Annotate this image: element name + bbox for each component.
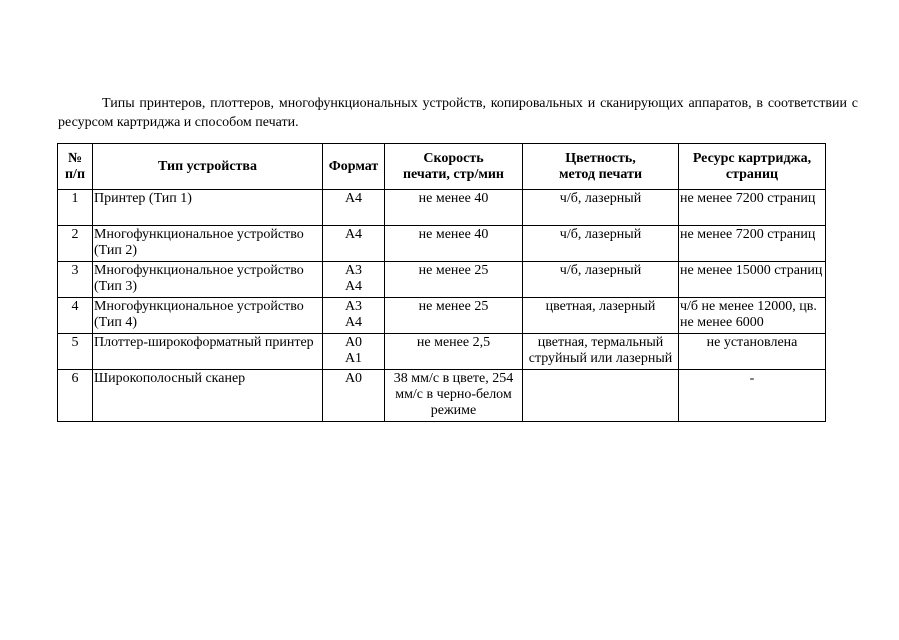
row-format: [323, 298, 385, 334]
header-speed-line1: Скорость: [423, 150, 484, 166]
row-speed: не менее 2,5: [385, 334, 523, 370]
row-color-method: цветная, термальный струйный или лазерный: [523, 334, 679, 370]
header-type: Тип устройства: [93, 144, 323, 190]
row-format: [323, 262, 385, 298]
row-device-type: Многофункциональное устройство (Тип 4): [93, 298, 323, 334]
row-device-type: Принтер (Тип 1): [93, 190, 323, 226]
header-color-line1: Цветность,: [565, 150, 636, 166]
row-speed: не менее 40: [385, 190, 523, 226]
row-format: [323, 334, 385, 370]
row-device-type: Многофункциональное устройство (Тип 2): [93, 226, 323, 262]
header-num-line1: №: [67, 150, 83, 166]
header-color-line2: метод печати: [558, 166, 643, 182]
row-format-2: А4: [344, 315, 363, 330]
intro-paragraph: Типы принтеров, плоттеров, многофункциональных устройств, копировальных и сканирующих аппаратов, в соответствии с ресурсом картриджа и способом печати.: [58, 96, 858, 130]
row-format-1: А0: [344, 371, 363, 386]
row-resource: не менее 7200 страниц: [679, 190, 826, 226]
devices-table: [57, 143, 826, 422]
row-resource: -: [679, 370, 826, 422]
row-format-1: А4: [344, 227, 363, 242]
row-color-method: [523, 370, 679, 422]
row-speed: не менее 25: [385, 262, 523, 298]
row-speed: не менее 25: [385, 298, 523, 334]
table-row: [58, 370, 826, 422]
header-resource-line2: страниц: [725, 166, 779, 182]
row-num: 4: [58, 298, 93, 334]
row-num: 1: [58, 190, 93, 226]
row-format-2: А4: [344, 279, 363, 294]
row-format-1: А3: [344, 263, 363, 278]
header-speed-line2: печати, стр/мин: [402, 166, 504, 182]
row-num: 5: [58, 334, 93, 370]
table-row: [58, 190, 826, 226]
row-format: [323, 370, 385, 422]
table-row: [58, 334, 826, 370]
header-color: [523, 144, 679, 190]
table-row: [58, 262, 826, 298]
row-color-method: ч/б, лазерный: [523, 226, 679, 262]
row-format: [323, 190, 385, 226]
header-num: [58, 144, 93, 190]
row-format-1: А4: [344, 191, 363, 206]
row-color-method: цветная, лазерный: [523, 298, 679, 334]
row-format: [323, 226, 385, 262]
table-row: [58, 298, 826, 334]
row-resource: не менее 7200 страниц: [679, 226, 826, 262]
row-device-type: Широкополосный сканер: [93, 370, 323, 422]
row-resource: ч/б не менее 12000, цв. не менее 6000: [679, 298, 826, 334]
header-format: Формат: [323, 144, 385, 190]
row-format-1: А0: [344, 335, 363, 350]
row-color-method: ч/б, лазерный: [523, 190, 679, 226]
row-format-2: А1: [344, 351, 363, 366]
row-format-1: А3: [344, 299, 363, 314]
row-speed: не менее 40: [385, 226, 523, 262]
row-device-type: Плоттер-широкоформатный принтер: [93, 334, 323, 370]
row-device-type: Многофункциональное устройство (Тип 3): [93, 262, 323, 298]
row-resource: не менее 15000 страниц: [679, 262, 826, 298]
row-resource: не установлена: [679, 334, 826, 370]
header-num-line2: п/п: [64, 166, 86, 182]
header-resource: [679, 144, 826, 190]
header-speed: [385, 144, 523, 190]
row-color-method: ч/б, лазерный: [523, 262, 679, 298]
table-header-row: [58, 144, 826, 190]
row-num: 3: [58, 262, 93, 298]
row-num: 6: [58, 370, 93, 422]
header-resource-line1: Ресурс картриджа,: [692, 150, 812, 166]
row-speed: 38 мм/с в цвете, 254 мм/с в черно-белом режиме: [385, 370, 523, 422]
row-num: 2: [58, 226, 93, 262]
table-row: [58, 226, 826, 262]
